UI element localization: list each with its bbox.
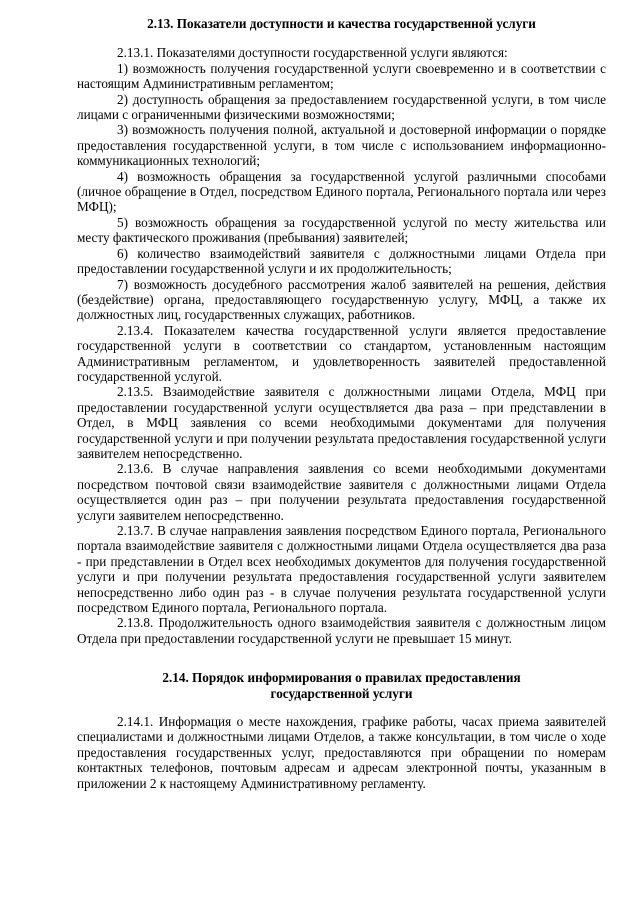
section-14-heading bbox=[77, 670, 606, 701]
section-13-body bbox=[77, 45, 606, 646]
section-13-heading: 2.13. Показатели доступности и качества государственной услуги bbox=[147, 16, 536, 31]
paragraph-2-13-5: 2.13.5. Взаимодействие заявителя с должностными лицами Отдела, МФЦ при предоставлении государственной услуги осуществляется два раза – при представлении в Отдел, в МФЦ заявления со всеми необходимыми документами для получения государственной услуги и при получении результата предоставления государственной услуги заявителем непосредственно. bbox=[77, 384, 606, 461]
list-item-5: 5) возможность обращения за государственной услугой по месту жительства или месту фактического проживания (пребывания) заявителей; bbox=[77, 214, 606, 246]
list-item-1: 1) возможность получения государственной услуги своевременно и в соответствии с настоящим Административным регламентом; bbox=[77, 60, 606, 92]
paragraph-2-13-4: 2.13.4. Показателем качества государственной услуги является предоставление государственной услуги в соответствии со стандартом, установленным настоящим Административным регламентом, и удовлетворенность заявителей предоставленной государственной услугой. bbox=[77, 322, 606, 384]
section-14-heading-line-1: 2.14. Порядок информирования о правилах предоставления bbox=[162, 670, 521, 686]
list-item-3: 3) возможность получения полной, актуальной и достоверной информации о порядке предоставления государственной услуги, в том числе с использованием информационно-коммуникационных технологий; bbox=[77, 122, 606, 169]
section-14-heading-line-2: государственной услуги bbox=[270, 685, 413, 701]
paragraph-2-13-7: 2.13.7. В случае направления заявления посредством Единого портала, Регионального портала взаимодействие заявителя с должностными лицами Отдела осуществляется два раза - при представлении в Отдел всех необходимых документов для получения государственной услуги и при получении результата предоставления государственной услуги заявителем непосредственно либо один раз - в случае получения результата государственной услуги посредством Единого портала, Регионального портала. bbox=[77, 523, 606, 616]
list-item-4: 4) возможность обращения за государственной услугой различными способами (личное обращение в Отдел, посредством Единого портала, Регионального портала или через МФЦ); bbox=[77, 168, 606, 215]
paragraph-2-13-8: 2.13.8. Продолжительность одного взаимодействия заявителя с должностным лицом Отдела при предоставлении государственной услуги не превышает 15 минут. bbox=[77, 615, 606, 646]
paragraph-2-14-1: 2.14.1. Информация о месте нахождения, графике работы, часах приема заявителей специалистами и должностными лицами Отделов, а также консультации, в том числе о ходе предоставления государственных услуг, предоставляются при обращении по номерам контактных телефонов, почтовым адресам и адресам электронной почты, указанным в приложении 2 к настоящему Административному регламенту. bbox=[77, 714, 606, 791]
list-item-2: 2) доступность обращения за предоставлением государственной услуги, в том числе лицами с ограниченными физическими возможностями; bbox=[77, 91, 606, 123]
paragraph-2-13-1: 2.13.1. Показателями доступности государственной услуги являются: bbox=[117, 45, 508, 61]
paragraph-2-13-6: 2.13.6. В случае направления заявления со всеми необходимыми документами посредством почтовой связи взаимодействие заявителя с должностными лицами Отдела осуществляется один раз – при получении результата предоставления государственной услуги заявителем непосредственно. bbox=[77, 461, 606, 523]
list-item-7: 7) возможность досудебного рассмотрения жалоб заявителей на решения, действия (бездействие) органа, предоставляющего государственную услугу, МФЦ, а также их должностных лиц, государственных служащих, работников. bbox=[77, 276, 606, 323]
section-14-body bbox=[77, 714, 606, 791]
list-item-6: 6) количество взаимодействий заявителя с должностными лицами Отдела при предоставлении государственной услуги и их продолжительность; bbox=[77, 245, 606, 277]
